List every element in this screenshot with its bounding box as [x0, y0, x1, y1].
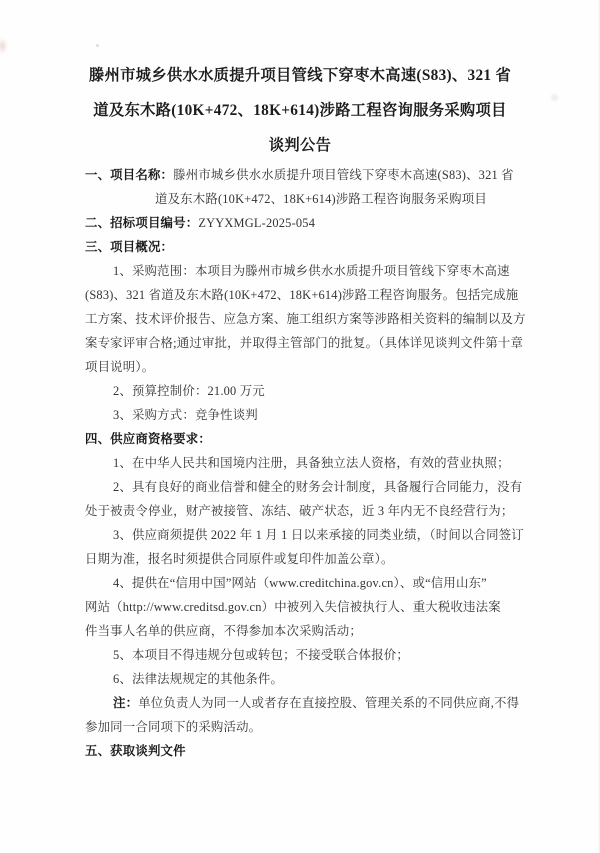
document-body: [85, 163, 526, 763]
section-obtain-documents: 五、获取谈判文件: [85, 744, 186, 758]
qualification-item-5: 5、本项目不得违规分包或转包；不接受联合体报价；: [113, 648, 409, 662]
title-line-2: 道及东木路(10K+472、18K+614)涉路工程咨询服务采购项目: [93, 102, 507, 119]
para-procurement-scope-l3: 工方案、技术评价报告、应急方案、施工组织方案等涉路相关资料的编制以及方: [85, 312, 526, 326]
para-procurement-scope-l2: (S83)、321 省道及东木路(10K+472、18K+614)涉路工程咨询服务。包括完成施: [85, 288, 519, 302]
section-supplier-qualifications: 四、供应商资格要求：: [85, 432, 211, 446]
qualification-item-3-l1: 3、供应商须提供 2022 年 1 月 1 日以来承接的同类业绩，（时间以合同签订: [113, 528, 524, 542]
para-budget-price: 2、预算控制价：21.00 万元: [113, 384, 265, 398]
para-procurement-scope-l5: 项目说明）。: [85, 360, 155, 374]
document-title: [0, 0, 600, 163]
qualification-item-4-l1: 4、提供在“信用中国”网站（www.creditchina.gov.cn）、或“信用山东”: [113, 576, 487, 590]
qualification-item-2-l1: 2、具有良好的商业信誉和健全的财务会计制度，具备履行合同能力，没有: [113, 480, 523, 494]
title-line-3: 谈判公告: [268, 137, 332, 154]
para-procurement-scope-l1: 1、采购范围：本项目为滕州市城乡供水水质提升项目管线下穿枣木高速: [113, 264, 510, 278]
note-line-2: 参加同一合同项下的采购活动。: [85, 720, 262, 734]
para-procurement-scope-l4: 案专家评审合格;通过审批，并取得主管部门的批复。（具体详见谈判文件第十章: [85, 336, 524, 350]
qualification-item-4-l3: 件当事人名单的供应商，不得参加本次采购活动；: [85, 624, 362, 638]
para-procurement-method: 3、采购方式：竞争性谈判: [113, 408, 258, 422]
section-project-name: 一、项目名称：滕州市城乡供水水质提升项目管线下穿枣木高速(S83)、321 省: [85, 168, 514, 182]
section-tender-number: 二、招标项目编号：ZYYXMGL-2025-054: [85, 216, 316, 230]
qualification-item-3-l2: 日期为准，报名时须提供合同原件或复印件加盖公章）。: [85, 552, 394, 566]
section-project-name-cont: 道及东木路(10K+472、18K+614)涉路工程咨询服务采购项目: [155, 192, 487, 206]
qualification-item-6: 6、法律法规规定的其他条件。: [113, 672, 284, 686]
qualification-item-4-l2: 网站（http://www.creditsd.gov.cn）中被列入失信被执行人、重大税收违法案: [85, 600, 501, 614]
qualification-item-1: 1、在中华人民共和国境内注册，具备独立法人资格，有效的营业执照；: [113, 456, 510, 470]
section-project-overview: 三、项目概况：: [85, 240, 174, 254]
qualification-item-2-l2: 处于被责令停业，财产被接管、冻结、破产状态，近 3 年内无不良经营行为；: [85, 504, 514, 518]
title-line-1: 滕州市城乡供水水质提升项目管线下穿枣木高速(S83)、321 省: [88, 67, 512, 84]
note-line-1: 注：单位负责人为同一人或者存在直接控股、管理关系的不同供应商,不得: [113, 696, 520, 710]
